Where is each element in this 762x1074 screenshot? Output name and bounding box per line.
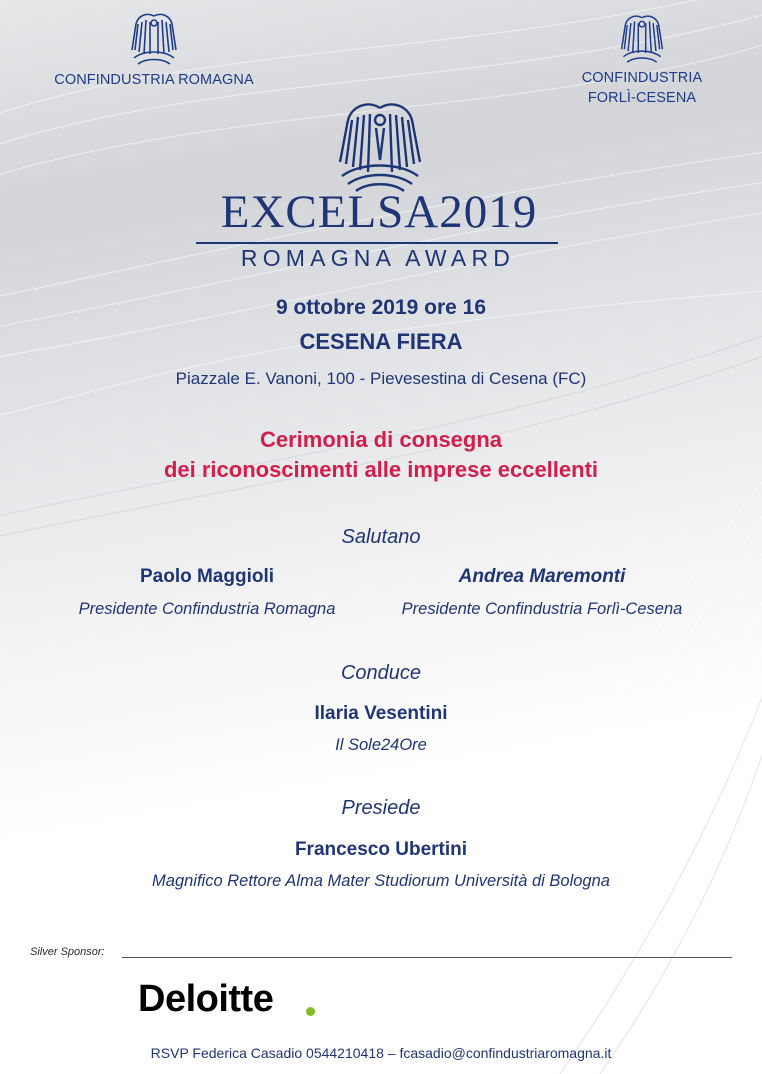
confindustria-eagle-icon: [330, 100, 430, 192]
deloitte-dot-icon: [306, 1007, 315, 1016]
chair-name: Francesco Ubertini: [294, 839, 468, 860]
salutano-label: Salutano: [341, 526, 421, 548]
event-date: 9 ottobre 2019 ore 16: [275, 296, 487, 319]
event-address: Piazzale E. Vanoni, 100 - Pievesestina di Cesena (FC): [175, 369, 587, 388]
sponsor-divider: [122, 957, 732, 958]
speaker-2-role: Presidente Confindustria Forlì-Cesena: [401, 600, 683, 618]
association-right-name: [562, 68, 722, 108]
ceremony-description: [0, 425, 762, 485]
host-role: Il Sole24Ore: [335, 736, 427, 754]
sponsor-label: Silver Sponsor:: [30, 946, 105, 958]
speaker-2-name: Andrea Maremonti: [458, 566, 626, 587]
presiede-label: Presiede: [341, 797, 421, 819]
association-right-line2: FORLÌ-CESENA: [587, 90, 697, 106]
chair-role: Magnifico Rettore Alma Mater Studiorum Università di Bologna: [152, 872, 610, 890]
speaker-1-role: Presidente Confindustria Romagna: [78, 600, 336, 618]
speaker-1-name: Paolo Maggioli: [139, 566, 275, 587]
award-subtitle: ROMAGNA AWARD: [240, 245, 516, 271]
association-left-label: CONFINDUSTRIA ROMAGNA: [54, 72, 254, 88]
ceremony-line-1: Cerimonia di consegna: [259, 427, 503, 452]
association-left-name: [46, 70, 262, 90]
title-divider: [196, 242, 558, 244]
association-right-line1: CONFINDUSTRIA: [581, 70, 703, 86]
confindustria-forli-cesena-logo-icon: [616, 12, 668, 66]
conduce-label: Conduce: [340, 662, 422, 684]
deloitte-logo: Deloitte: [138, 978, 274, 1020]
award-title-main: EXCELSA: [220, 186, 440, 238]
host-name: Ilaria Vesentini: [314, 703, 448, 724]
event-venue: CESENA FIERA: [299, 329, 463, 354]
rsvp-contact: RSVP Federica Casadio 0544210418 – fcasadio@confindustriaromagna.it: [150, 1045, 612, 1061]
award-title-year: 2019: [439, 186, 538, 238]
ceremony-line-2: dei riconoscimenti alle imprese eccellenti: [163, 457, 599, 482]
award-title: [196, 186, 562, 238]
confindustria-romagna-logo-icon: [126, 10, 182, 68]
